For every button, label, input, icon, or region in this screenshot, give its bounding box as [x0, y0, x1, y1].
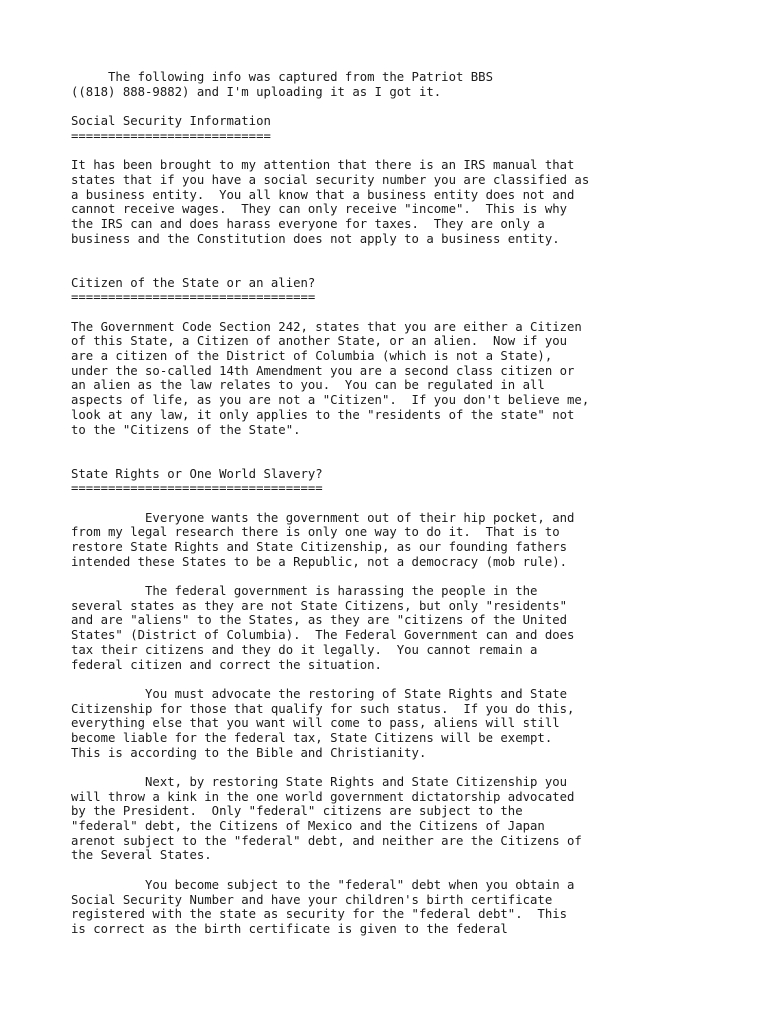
text-line: business and the Constitution does not apply to a business entity. — [71, 231, 560, 246]
text-line: states that if you have a social security number you are classified as — [71, 172, 590, 187]
text-line: Citizenship for those that qualify for such status. If you do this, — [71, 701, 575, 716]
text-line: registered with the state as security for the "federal debt". This — [71, 907, 568, 922]
text-line: the IRS can and does harass everyone for taxes. They are only a — [71, 216, 545, 231]
text-line: This is according to the Bible and Christianity. — [71, 745, 427, 760]
text-line: intended these States to be a Republic, not a democracy (mob rule). — [71, 554, 568, 569]
text-line: States" (District of Columbia). The Federal Government can and does — [71, 628, 575, 643]
text-line: ================================== — [71, 481, 323, 496]
text-line: of this State, a Citizen of another State, or an alien. Now if you — [71, 334, 568, 349]
text-line: will throw a kink in the one world government dictatorship advocated — [71, 789, 575, 804]
text-line: from my legal research there is only one way to do it. That is to — [71, 525, 560, 540]
text-line — [71, 569, 711, 584]
text-line: "federal" debt, the Citizens of Mexico and the Citizens of Japan — [71, 819, 545, 834]
text-line: under the so-called 14th Amendment you are a second class citizen or — [71, 363, 575, 378]
text-line: State Rights or One World Slavery? — [71, 466, 323, 481]
text-line: ((818) 888-9882) and I'm uploading it as I got it. — [71, 84, 442, 99]
text-line: You must advocate the restoring of State Rights and State — [71, 686, 568, 701]
text-line: the Several States. — [71, 848, 212, 863]
text-line: look at any law, it only applies to the "residents of the state" not — [71, 407, 575, 422]
text-line: tax their citizens and they do it legally. You cannot remain a — [71, 642, 538, 657]
text-line: ================================= — [71, 290, 316, 305]
text-line: You become subject to the "federal" debt when you obtain a — [71, 877, 575, 892]
text-line — [71, 305, 711, 320]
text-line: is correct as the birth certificate is given to the federal — [71, 921, 508, 936]
text-line — [71, 672, 711, 687]
text-line — [71, 246, 711, 261]
text-line: The following info was captured from the Patriot BBS — [71, 70, 493, 84]
text-line: an alien as the law relates to you. You can be regulated in all — [71, 378, 545, 393]
text-line — [71, 261, 711, 276]
text-line: The Government Code Section 242, states that you are either a Citizen — [71, 319, 582, 334]
text-line: aspects of life, as you are not a "Citizen". If you don't believe me, — [71, 393, 590, 408]
text-line: by the President. Only "federal" citizens are subject to the — [71, 804, 523, 819]
text-line: cannot receive wages. They can only receive "income". This is why — [71, 202, 568, 217]
text-line: are a citizen of the District of Columbia (which is not a State), — [71, 349, 553, 364]
text-line: restore State Rights and State Citizenship, as our founding fathers — [71, 540, 568, 554]
text-line: to the "Citizens of the State". — [71, 422, 301, 437]
text-line: become liable for the federal tax, State Citizens will be exempt. — [71, 730, 553, 745]
text-line: a business entity. You all know that a business entity does not and — [71, 187, 575, 202]
text-line: Next, by restoring State Rights and State Citizenship you — [71, 775, 568, 789]
text-line: federal citizen and correct the situation. — [71, 657, 382, 672]
text-line — [71, 99, 711, 114]
text-line: arenot subject to the "federal" debt, and neither are the Citizens of — [71, 833, 582, 848]
text-line: The federal government is harassing the people in the — [71, 584, 538, 599]
text-line: It has been brought to my attention that there is an IRS manual that — [71, 158, 575, 173]
text-line: Social Security Number and have your children's birth certificate — [71, 892, 553, 907]
text-line — [71, 452, 711, 467]
text-line — [71, 863, 711, 878]
text-line: =========================== — [71, 128, 271, 143]
text-line: and are "aliens" to the States, as they are "citizens of the United — [71, 613, 568, 628]
text-line — [71, 143, 711, 158]
text-line: Citizen of the State or an alien? — [71, 275, 316, 290]
text-line — [71, 760, 711, 775]
text-line: everything else that you want will come to pass, aliens will still — [71, 716, 560, 731]
document-page — [71, 70, 711, 937]
text-line: several states as they are not State Citizens, but only "residents" — [71, 598, 568, 613]
text-line: Everyone wants the government out of their hip pocket, and — [71, 510, 575, 525]
text-line: Social Security Information — [71, 114, 271, 129]
text-line — [71, 437, 711, 452]
text-line — [71, 496, 711, 511]
